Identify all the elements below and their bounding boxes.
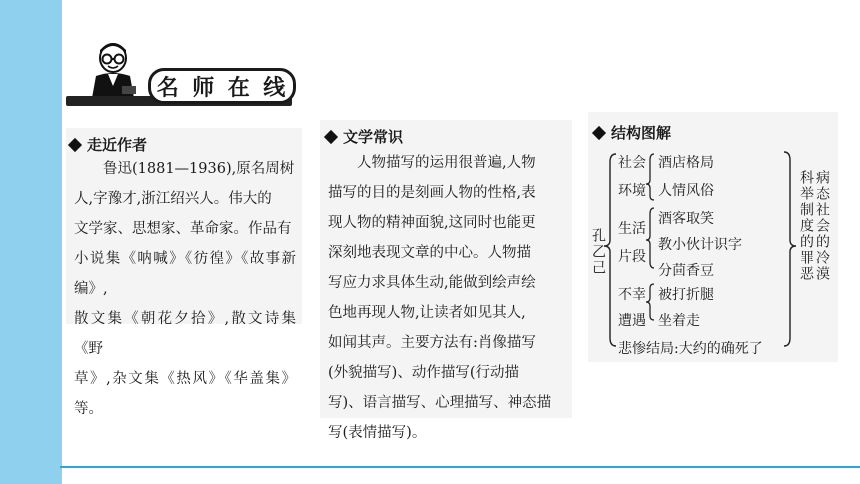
literature-heading-text: 文学常识 bbox=[343, 128, 404, 146]
text-line: 现人物的精神面貌,这同时也能更 bbox=[328, 215, 536, 231]
bottom-rule bbox=[60, 466, 860, 468]
group-label: 遭遇 bbox=[618, 313, 646, 329]
teacher-icon bbox=[86, 42, 140, 100]
conclusion-col: 病态社会的冷漠 bbox=[814, 170, 830, 282]
text-line: 写应力求具体生动,能做到绘声绘 bbox=[328, 275, 536, 291]
group-label: 社会 bbox=[618, 155, 646, 171]
author-section bbox=[66, 128, 302, 417]
banner-char: 在 bbox=[227, 75, 252, 101]
group-label: 片段 bbox=[618, 249, 646, 265]
group-item: 坐着走 bbox=[658, 313, 700, 329]
group-item: 人情风俗 bbox=[658, 183, 714, 199]
text-line: 深刻地表现文章的中心。人物描 bbox=[328, 245, 531, 261]
text-line: 散文集《朝花夕拾》,散文诗集《野 bbox=[74, 311, 296, 357]
root-label: 孔乙己 bbox=[590, 228, 606, 276]
group-item: 教小伙计识字 bbox=[658, 237, 742, 253]
text-line: 人,字豫才,浙江绍兴人。伟大的 bbox=[74, 191, 272, 207]
text-line: 文学家、思想家、革命家。作品有 bbox=[74, 221, 292, 237]
structure-diagram bbox=[588, 112, 838, 362]
text-line: 鲁迅(1881—1936),原名周树 bbox=[103, 161, 295, 177]
literature-section bbox=[320, 120, 572, 441]
text-line: 色地再现人物,让读者如见其人, bbox=[328, 305, 526, 321]
text-line: 草》,杂文集《热风》《华盖集》等。 bbox=[74, 371, 296, 417]
banner-char: 线 bbox=[263, 75, 288, 101]
group-label: 生活 bbox=[618, 221, 646, 237]
banner-char: 名 bbox=[156, 75, 181, 101]
author-paragraph bbox=[74, 154, 296, 424]
banner-char: 师 bbox=[192, 75, 217, 101]
text-line: 写)、语言描写、心理描写、神态描 bbox=[328, 395, 552, 411]
author-heading-text: 走近作者 bbox=[87, 136, 148, 154]
section-banner bbox=[66, 38, 296, 110]
conclusion-col: 科举制度的罪恶 bbox=[798, 170, 814, 282]
group-label: 不幸 bbox=[618, 287, 646, 303]
ending-line: 悲惨结局:大约的确死了 bbox=[618, 341, 763, 357]
group-item: 酒客取笑 bbox=[658, 211, 714, 227]
group-label: 环境 bbox=[618, 183, 646, 199]
text-line: 描写的目的是刻画人物的性格,表 bbox=[328, 185, 536, 201]
structure-heading-text: 结构图解 bbox=[611, 124, 672, 142]
literature-heading bbox=[326, 126, 403, 147]
text-line: (外貌描写)、动作描写(行动描 bbox=[328, 365, 519, 381]
left-accent-bar bbox=[0, 0, 62, 484]
group-item: 酒店格局 bbox=[658, 155, 714, 171]
text-line: 如闻其声。主要方法有:肖像描写 bbox=[328, 335, 536, 351]
text-line: 人物描写的运用很普遍,人物 bbox=[357, 155, 536, 171]
diamond-bullet-icon bbox=[68, 137, 82, 151]
group-item: 分茴香豆 bbox=[658, 263, 714, 279]
diamond-bullet-icon bbox=[324, 129, 338, 143]
author-heading bbox=[70, 134, 147, 155]
structure-section bbox=[588, 112, 838, 362]
text-line: 写(表情描写)。 bbox=[328, 425, 427, 441]
literature-paragraph bbox=[328, 148, 568, 448]
banner-title bbox=[148, 68, 296, 104]
text-line: 小说集《呐喊》《彷徨》《故事新编》, bbox=[74, 251, 296, 297]
group-item: 被打折腿 bbox=[658, 287, 714, 303]
